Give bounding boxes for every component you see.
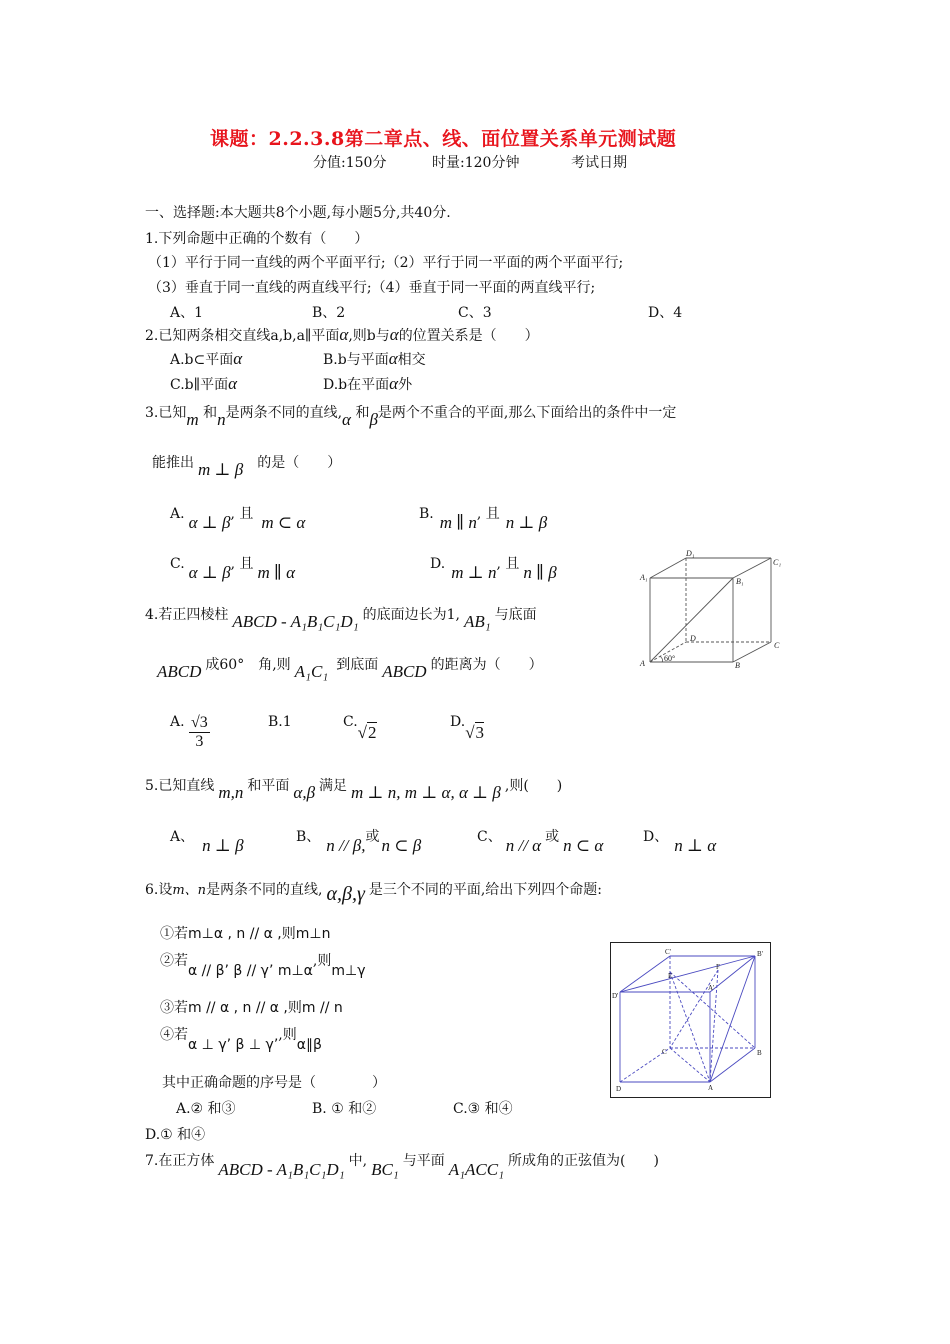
q1-option-a: A、1	[170, 305, 204, 321]
q4-option-b: B.1	[268, 714, 292, 730]
q4-option-a: A. $\frac{√3}{3}$	[170, 714, 208, 750]
q1-line1: （1）平行于同一直线的两个平面平行;（2）平行于同一平面的两个平面平行;	[148, 255, 624, 271]
q4-stem-cont: ABCD 成60° 角,则 A₁C₁ 到底面 ABCD 的距离为（ ）	[157, 657, 543, 681]
q5-stem: 5.已知直线 m,n 和平面 α,β 满足 m ⊥ n, m ⊥ α, α ⊥ β ,则( )	[145, 778, 563, 802]
q2-option-c: C.b∥平面α	[170, 374, 238, 393]
q3-option-c: C. α ⊥ β, 且 m ∥ α	[170, 556, 296, 582]
q5-option-d: D、 n ⊥ α	[643, 829, 717, 855]
fig2-label: D'	[612, 992, 619, 1000]
fig1-angle: 60°	[664, 654, 676, 663]
q1-option-d: D、4	[648, 305, 683, 321]
q4-stem: 4.若正四棱柱 ABCD - A₁B₁C₁D₁ 的底面边长为1, AB₁ 与底面	[145, 607, 537, 631]
q6-option-d: D.① 和④	[145, 1127, 206, 1143]
q5-option-b: B、 n // β,或 n ⊂ β	[296, 829, 422, 855]
q6-option-c: C.③ 和④	[453, 1101, 513, 1117]
q6-prop-1: ①若m⊥α , n // α ,则m⊥n	[160, 926, 331, 942]
q6-ask: 其中正确命题的序号是（ ）	[162, 1075, 386, 1091]
q3-stem: 3.已知m 和n是两条不同的直线,α 和β是两个不重合的平面,那么下面给出的条件中一定	[145, 405, 677, 429]
q2-option-a: A.b⊂平面α	[170, 349, 243, 368]
fig2-label: C'	[665, 948, 671, 956]
fig1-label: D₁	[686, 549, 695, 558]
fig1-label: C	[774, 641, 780, 650]
q4-option-d: D.√3	[450, 714, 485, 742]
q1-stem: 1.下列命题中正确的个数有（ ）	[145, 231, 369, 247]
q6-option-b: B. ① 和②	[312, 1101, 377, 1117]
q6-prop-4: ④若α ⊥ γ’ β ⊥ γ’,则α∥β	[160, 1027, 322, 1053]
q2-option-b: B.b与平面α相交	[323, 349, 426, 368]
fig2-label: F	[716, 963, 720, 971]
q1-option-b: B、2	[312, 305, 346, 321]
q6-option-a: A.② 和③	[176, 1101, 236, 1117]
q5-option-c: C、 n // α 或 n ⊂ α	[477, 829, 604, 855]
q1-option-c: C、3	[458, 305, 492, 321]
q7-stem: 7.在正方体 ABCD - A₁B₁C₁D₁ 中, BC₁ 与平面 A₁ACC₁ 所成角的正弦值为( )	[145, 1153, 659, 1179]
fig1-label: A	[640, 659, 645, 668]
fig1-label: B	[735, 661, 740, 670]
q2-option-d: D.b在平面α外	[323, 374, 413, 393]
fig1-label: A₁	[640, 573, 648, 582]
time-info: 时量:120分钟	[432, 155, 520, 171]
q2-stem: 2.已知两条相交直线a,b,a∥平面α,则b与α的位置关系是（ ）	[145, 325, 539, 344]
fig2-label: B	[757, 1049, 762, 1057]
fig2-label: A	[708, 1084, 714, 1092]
cube-figure	[610, 942, 771, 1098]
date-info: 考试日期	[571, 155, 627, 171]
fig1-label: C₁	[773, 558, 782, 567]
q3-stem-cont: 能推出 m ⊥ β 的是（ ）	[152, 455, 342, 479]
fig1-label: B₁	[736, 577, 744, 586]
fig2-label: A'	[708, 984, 715, 992]
section-heading: 一、选择题:本大题共8个小题,每小题5分,共40分.	[145, 205, 451, 221]
q1-line2: （3）垂直于同一直线的两直线平行;（4）垂直于同一平面的两直线平行;	[148, 280, 596, 296]
fig2-label: B'	[757, 950, 763, 958]
q6-stem: 6.设m、n是两条不同的直线, α,β,γ 是三个不同的平面,给出下列四个命题:	[145, 882, 603, 905]
q6-prop-3: ③若m // α , n // α ,则m // n	[160, 1000, 343, 1016]
score-info: 分值:150分	[313, 155, 387, 171]
page-title: 课题：2.2.3.8第二章点、线、面位置关系单元测试题	[210, 128, 677, 150]
prism-figure	[636, 548, 796, 673]
q3-option-a: A. α ⊥ β, 且 m ⊂ α	[170, 506, 306, 532]
q5-option-a: A、 n ⊥ β	[170, 829, 244, 855]
fig1-label: D	[690, 634, 696, 643]
q4-option-c: C.√2	[343, 714, 377, 742]
fig2-label: C	[662, 1048, 667, 1056]
fig2-label: E	[668, 972, 673, 980]
fig2-label: D	[616, 1085, 622, 1093]
q6-prop-2: ②若α // β’ β // γ’ m⊥α,则m⊥γ	[160, 953, 366, 979]
q3-option-b: B. m ∥ n, 且 n ⊥ β	[419, 506, 548, 532]
q3-option-d: D. m ⊥ n, 且 n ∥ β	[430, 556, 557, 582]
